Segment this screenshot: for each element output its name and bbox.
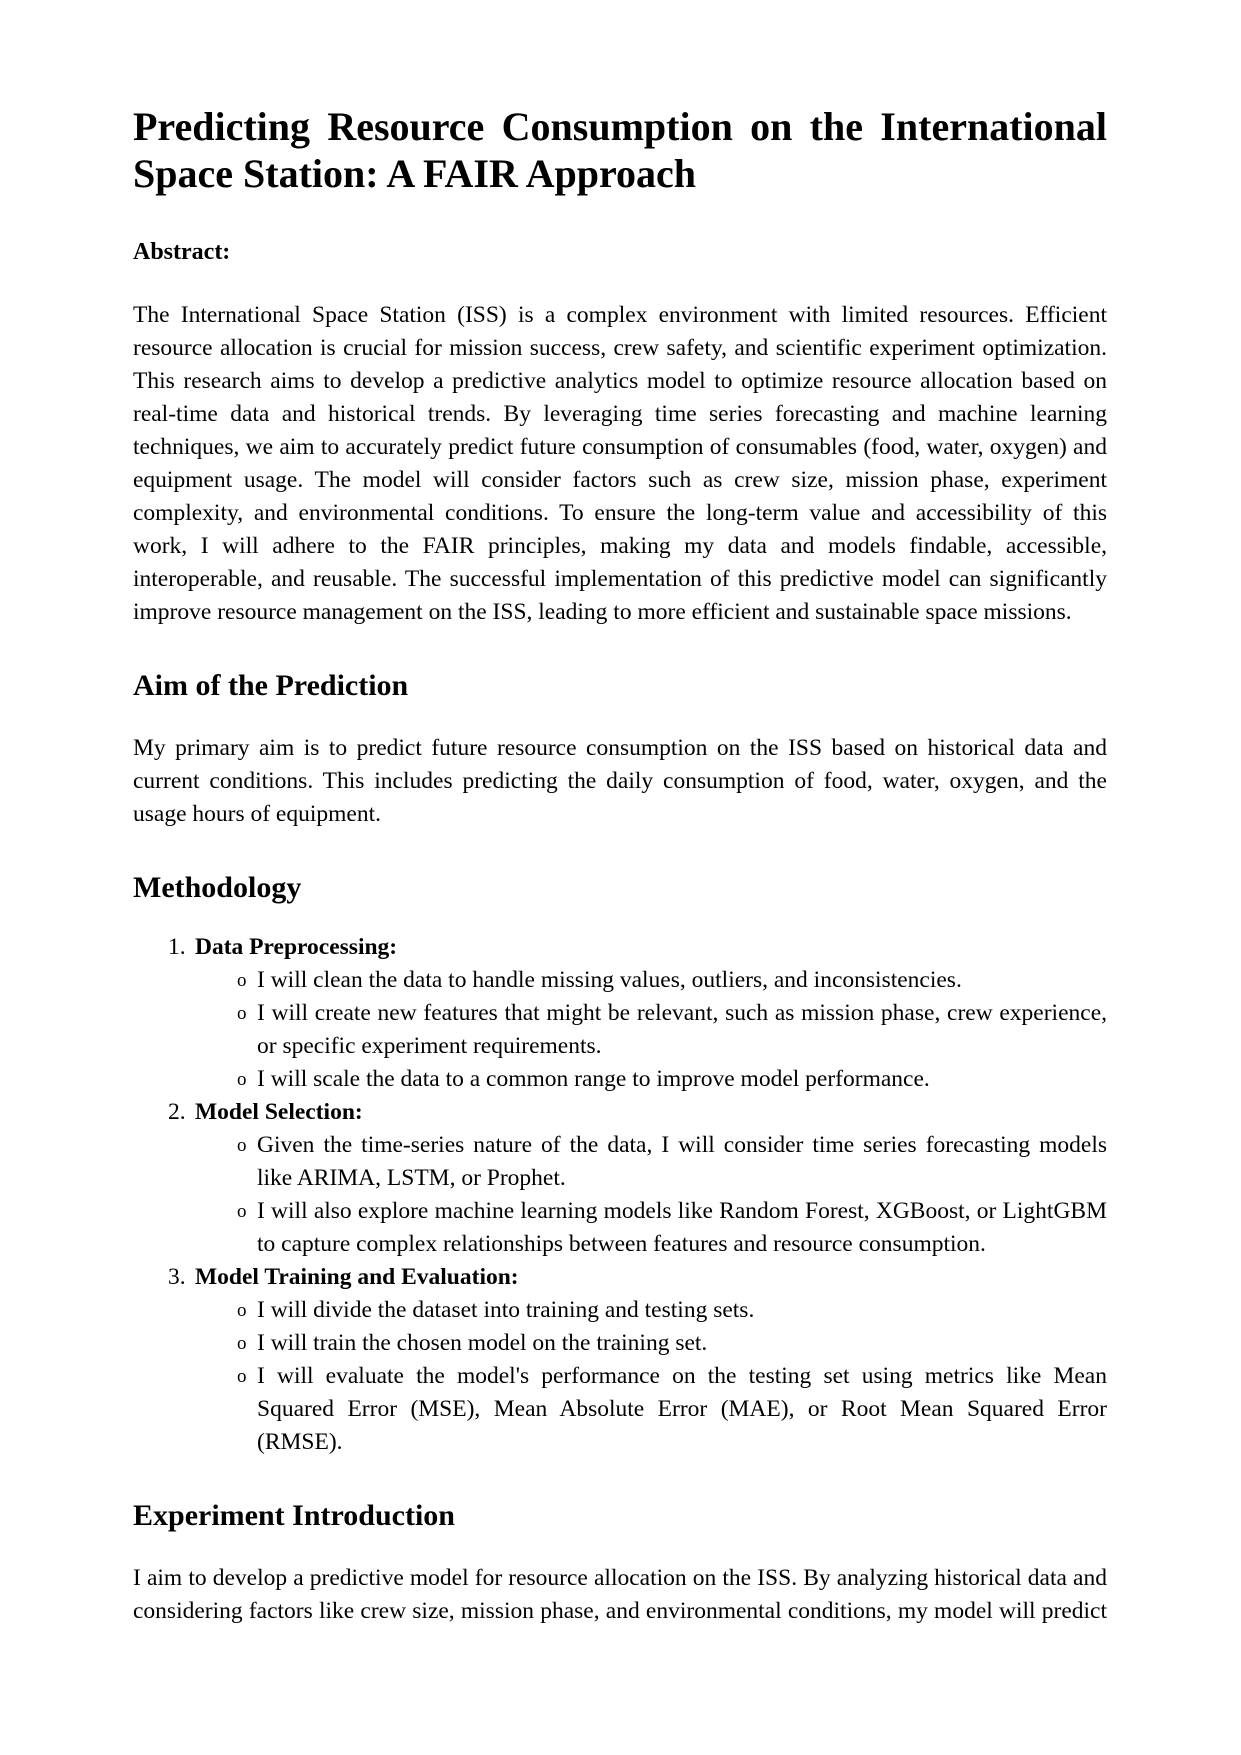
bullet-marker: o — [237, 970, 247, 991]
bullet-text: I will create new features that might be relevant, such as mission phase, crew experience, or specific experiment requirements. — [257, 1000, 1107, 1059]
list-item-data-preprocessing — [133, 931, 1107, 964]
bullet-text: I will divide the dataset into training and testing sets. — [257, 1297, 755, 1323]
bullet-text: I will clean the data to handle missing values, outliers, and inconsistencies. — [257, 967, 962, 993]
sub-bullet-item — [133, 997, 1107, 1063]
experiment-introduction-paragraph: I aim to develop a predictive model for resource allocation on the ISS. By analyzing historical data and considering factors like crew size, mission phase, and environmental conditions, my model will predict — [133, 1565, 1107, 1624]
sub-bullet-item — [133, 1294, 1107, 1327]
bullet-marker: o — [237, 1300, 247, 1321]
bullet-text: I will scale the data to a common range to improve model performance. — [257, 1066, 930, 1092]
list-item-label: Model Selection: — [195, 1099, 363, 1125]
sub-bullet-item — [133, 1195, 1107, 1261]
bullet-marker: o — [237, 1201, 247, 1222]
methodology-list — [133, 931, 1107, 1459]
page-title — [133, 103, 1107, 197]
abstract-paragraph: The International Space Station (ISS) is a complex environment with limited resources. Efficient resource allocation is crucial for mission success, crew safety, and scientific experiment optimization. This research aims to develop a predictive analytics model to optimize resource allocation based on real-time data and historical trends. By leveraging time series forecasting and machine learning techniques, we aim to accurately predict future consumption of consumables (food, water, oxygen) and equipment usage. The model will consider factors such as crew size, mission phase, experiment complexity, and environmental conditions. To ensure the long-term value and accessibility of this work, I will adhere to the FAIR principles, making my data and models findable, accessible, interoperable, and reusable. The successful implementation of this predictive model can significantly improve resource management on the ISS, leading to more efficient and sustainable space missions. — [133, 302, 1107, 625]
list-number: 1. — [168, 934, 186, 960]
sub-bullet-item — [133, 1063, 1107, 1096]
list-item-model-selection — [133, 1096, 1107, 1129]
sub-bullet-item — [133, 964, 1107, 997]
bullet-text: I will evaluate the model's performance on the testing set using metrics like Mean Squared Error (MSE), Mean Absolute Error (MAE), or Root Mean Squared Error (RMSE). — [257, 1363, 1107, 1455]
section-heading-methodology: Methodology — [133, 871, 302, 904]
section-heading-aim: Aim of the Prediction — [133, 669, 409, 702]
list-number: 3. — [168, 1264, 186, 1290]
bullet-marker: o — [237, 1366, 247, 1387]
page-title-line-2: Space Station: A FAIR Approach — [133, 151, 697, 196]
list-item-label: Model Training and Evaluation: — [195, 1264, 519, 1290]
sub-bullet-item — [133, 1129, 1107, 1195]
bullet-marker: o — [237, 1069, 247, 1090]
aim-paragraph: My primary aim is to predict future resource consumption on the ISS based on historical data and current conditions. This includes predicting the daily consumption of food, water, oxygen, and the usage hours of equipment. — [133, 735, 1107, 827]
sub-bullet-item — [133, 1327, 1107, 1360]
bullet-marker: o — [237, 1333, 247, 1354]
page-title-line-1: Predicting Resource Consumption on the International — [133, 104, 1107, 149]
sub-bullet-item — [133, 1360, 1107, 1459]
list-item-label: Data Preprocessing: — [195, 934, 398, 960]
section-heading-experiment-introduction: Experiment Introduction — [133, 1499, 455, 1532]
bullet-marker: o — [237, 1135, 247, 1156]
bullet-text: I will also explore machine learning models like Random Forest, XGBoost, or LightGBM to capture complex relationships between features and resource consumption. — [257, 1198, 1107, 1257]
bullet-text: I will train the chosen model on the training set. — [257, 1330, 708, 1356]
bullet-text: Given the time-series nature of the data, I will consider time series forecasting models like ARIMA, LSTM, or Prophet. — [257, 1132, 1107, 1191]
list-number: 2. — [168, 1099, 186, 1125]
list-item-model-training — [133, 1261, 1107, 1294]
bullet-marker: o — [237, 1003, 247, 1024]
abstract-label: Abstract: — [133, 239, 231, 265]
